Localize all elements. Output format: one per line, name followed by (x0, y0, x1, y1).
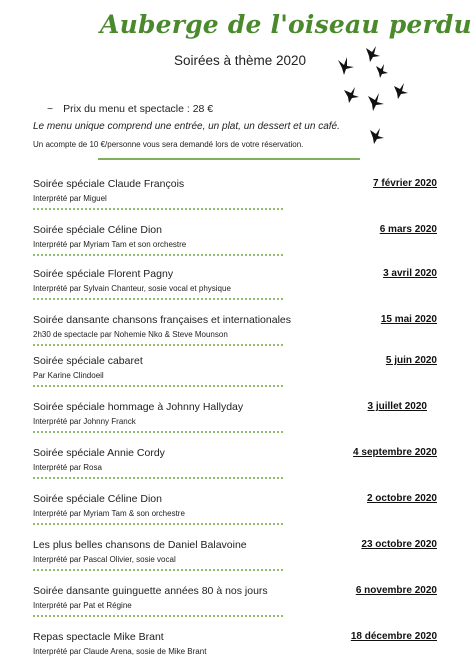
event-date: 3 juillet 2020 (367, 401, 427, 412)
event-performer: Interprété par Rosa (33, 463, 102, 472)
event-performer: Interprété par Johnny Franck (33, 417, 136, 426)
price-text: Prix du menu et spectacle : 28 € (63, 103, 214, 115)
event-title: Soirée spéciale Florent Pagny (33, 268, 174, 280)
event-date: 18 décembre 2020 (350, 631, 437, 642)
event-performer: Interprété par Pat et Régine (33, 601, 132, 610)
event-date: 6 novembre 2020 (355, 585, 437, 596)
event-item (33, 314, 443, 354)
dotted-separator (33, 344, 283, 346)
event-title: Soirée dansante chansons françaises et internationales (33, 314, 291, 326)
event-title: Soirée spéciale hommage à Johnny Hallyday (33, 401, 244, 413)
event-title: Soirée spéciale Annie Cordy (33, 447, 165, 459)
event-performer: Par Karine Clindoeil (33, 371, 104, 380)
event-item (33, 268, 443, 308)
event-performer: Interprété par Miguel (33, 194, 107, 203)
event-item (33, 493, 443, 533)
event-item (33, 178, 443, 218)
event-date: 23 octobre 2020 (361, 539, 437, 550)
page-title: Auberge de l'oiseau perdu (100, 10, 472, 39)
event-item (33, 401, 443, 441)
event-date: 15 mai 2020 (380, 314, 437, 325)
dotted-separator (33, 385, 283, 387)
deposit-note: Un acompte de 10 €/personne vous sera demandé lors de votre réservation. (33, 140, 304, 149)
event-item (33, 631, 443, 665)
event-date: 2 octobre 2020 (366, 493, 437, 504)
dotted-separator (33, 254, 283, 256)
event-title: Les plus belles chansons de Daniel Balavoine (33, 539, 247, 551)
bullet-tilde: ~ (47, 103, 54, 115)
event-title: Soirée spéciale Claude François (33, 178, 185, 190)
menu-description: Le menu unique comprend une entrée, un plat, un dessert et un café. (33, 121, 340, 132)
event-date: 7 février 2020 (373, 178, 437, 189)
event-title: Soirée dansante guinguette années 80 à nos jours (33, 585, 268, 597)
event-performer: Interprété par Myriam Tam & son orchestre (33, 509, 185, 518)
event-title: Soirée spéciale Céline Dion (33, 493, 162, 505)
event-performer: Interprété par Claude Arena, sosie de Mike Brant (33, 647, 207, 656)
event-date: 6 mars 2020 (379, 224, 437, 235)
dotted-separator (33, 208, 283, 210)
dotted-separator (33, 477, 283, 479)
event-title: Repas spectacle Mike Brant (33, 631, 164, 643)
event-item (33, 224, 443, 264)
event-date: 5 juin 2020 (385, 355, 437, 366)
event-performer: 2h30 de spectacle par Nohemie Nko & Steve Mounson (33, 330, 228, 339)
page-subtitle: Soirées à thème 2020 (173, 53, 307, 68)
event-item (33, 585, 443, 625)
dotted-separator (33, 431, 283, 433)
event-performer: Interprété par Myriam Tam et son orchestre (33, 240, 187, 249)
event-performer: Interprété par Pascal Olivier, sosie vocal (33, 555, 176, 564)
dotted-separator (33, 615, 283, 617)
event-performer: Interprété par Sylvain Chanteur, sosie vocal et physique (33, 284, 231, 293)
dotted-separator (33, 523, 283, 525)
dotted-separator (33, 569, 283, 571)
event-date: 4 septembre 2020 (353, 447, 437, 458)
event-title: Soirée spéciale cabaret (33, 355, 143, 367)
event-item (33, 539, 443, 579)
event-date: 3 avril 2020 (383, 268, 437, 279)
event-item (33, 447, 443, 487)
event-title: Soirée spéciale Céline Dion (33, 224, 162, 236)
dotted-separator (33, 298, 283, 300)
event-item (33, 355, 443, 395)
